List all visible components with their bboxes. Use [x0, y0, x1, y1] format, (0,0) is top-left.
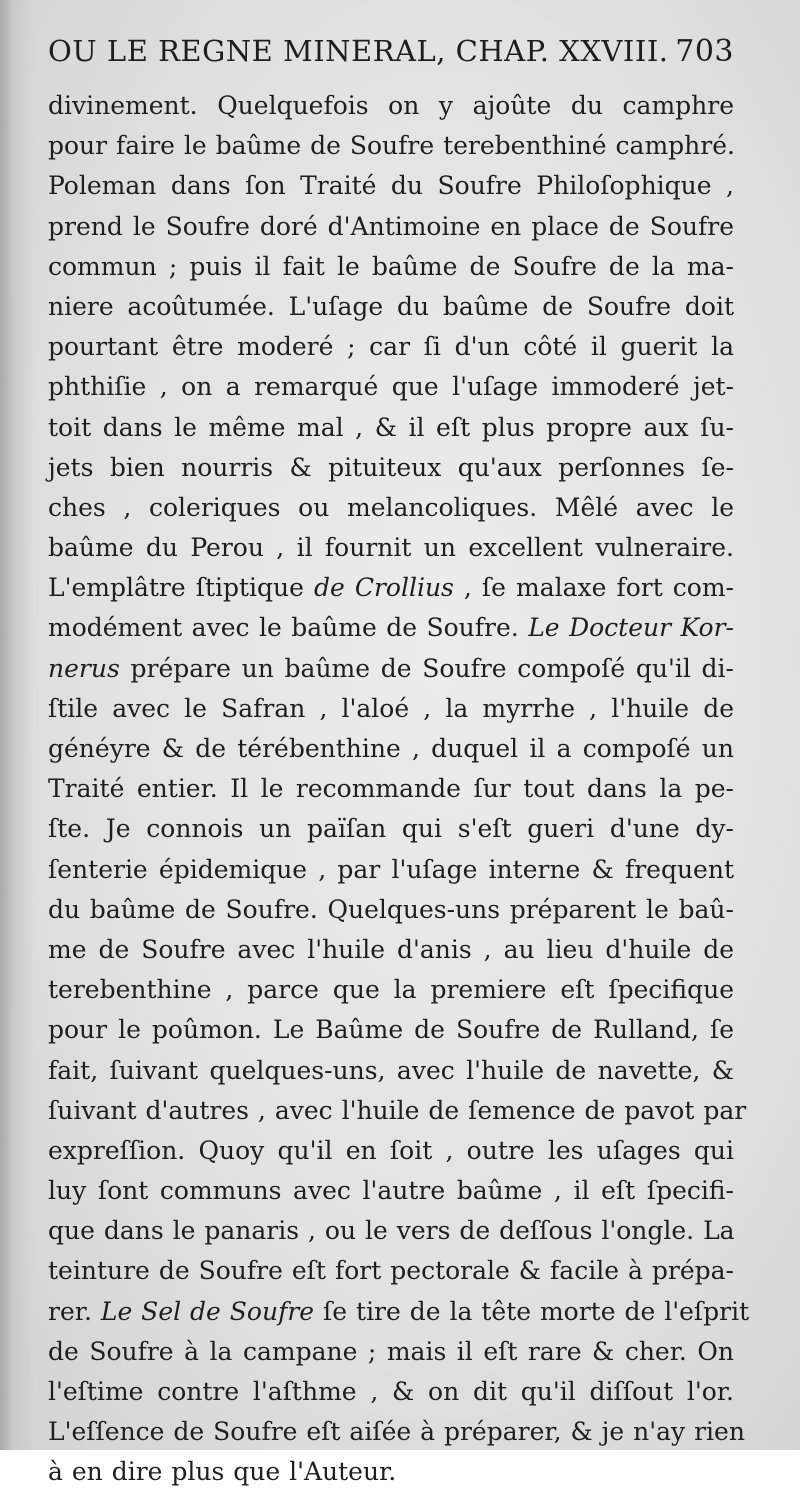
- page-gutter-shadow: [0, 0, 34, 1450]
- text-line-final: à en dire plus que l'Auteur.: [48, 1457, 397, 1487]
- text-line-nerus: [48, 649, 734, 689]
- text-line: que dans le panaris , ou le vers de deſſous l'ongle. La: [48, 1216, 735, 1246]
- text-line: pourtant être moderé ; car ſi d'un côté il guerit la: [48, 332, 734, 362]
- text-line: baûme du Perou , il fournit un excellent vulneraire.: [48, 533, 734, 563]
- text-line: de Soufre à la campane ; mais il eſt rare & cher. On: [48, 1336, 734, 1366]
- text-line: ſtile avec le Safran , l'aloé , la myrrhe , l'huile de: [48, 693, 734, 723]
- running-title: OU LE REGNE MINERAL, CHAP. XXVIII.: [48, 34, 669, 68]
- text-line-docteur: [48, 608, 734, 648]
- text-line: ches , coleriques ou melancoliques. Mêlé avec le: [48, 492, 734, 522]
- text-run: , ſe malaxe fort com-: [453, 573, 734, 603]
- text-line: commun ; puis il fait le baûme de Soufre de la ma-: [48, 251, 734, 281]
- text-run: rer.: [48, 1296, 101, 1326]
- text-line: fait, ſuivant quelques-uns, avec l'huile de navette, &: [48, 1055, 734, 1085]
- text-line: L'eſſence de Soufre eſt aiſée à préparer, & je n'ay rien: [48, 1417, 745, 1447]
- text-run: modément avec le baûme de Soufre.: [48, 613, 529, 643]
- text-line: ſuivant d'autres , avec l'huile de ſemence de pavot par: [48, 1095, 747, 1125]
- text-line: niere acoûtumée. L'uſage du baûme de Soufre doit: [48, 291, 734, 321]
- text-run: prépare un baûme de Soufre compoſé qu'il di-: [119, 653, 734, 683]
- text-line: du baûme de Soufre. Quelques-uns préparent le baû-: [48, 894, 734, 924]
- text-line: me de Soufre avec l'huile d'anis , au lieu d'huile de: [48, 934, 734, 964]
- text-line-sel: [48, 1292, 750, 1332]
- text-line: Traité entier. Il le recommande ſur tout dans la pe-: [48, 774, 734, 804]
- text-run: ſe tire de la tête morte de l'eſprit: [314, 1296, 750, 1326]
- text-line: toit dans le même mal , & il eſt plus propre aux ſu-: [48, 412, 734, 442]
- text-line: Poleman dans ſon Traité du Soufre Philoſophique ,: [48, 171, 734, 201]
- text-line-emplatre: [48, 568, 734, 608]
- text-line: luy ſont communs avec l'autre baûme , il eſt ſpecifi-: [48, 1176, 734, 1206]
- text-line: ſte. Je connois un païſan qui s'eſt gueri d'une dy-: [48, 814, 734, 844]
- italic-author-crollius: de Crollius: [314, 573, 454, 603]
- text-line: ſenterie épidemique , par l'uſage interne & frequent: [48, 854, 734, 884]
- text-line: prend le Soufre doré d'Antimoine en place de Soufre: [48, 211, 734, 241]
- page-number: 703: [675, 34, 734, 69]
- text-line: expreſſion. Quoy qu'il en ſoit , outre les uſages qui: [48, 1135, 734, 1165]
- text-line: l'eſtime contre l'aſthme , & on dit qu'il diſſout l'or.: [48, 1377, 734, 1406]
- page-header: [48, 34, 734, 86]
- text-line: terebenthine , parce que la premiere eſt ſpecifique: [48, 975, 734, 1005]
- italic-author-kornerus-end: nerus: [48, 653, 120, 683]
- italic-sel-de-soufre: Le Sel de Soufre: [100, 1296, 315, 1326]
- italic-author-kornerus: Le Docteur Kor-: [528, 613, 734, 643]
- text-line: généyre & de térébenthine , duquel il a compoſé un: [48, 734, 734, 763]
- text-line: phthiſie , on a remarqué que l'uſage immoderé jet-: [48, 372, 734, 402]
- text-line: teinture de Soufre eſt fort pectorale & facile à prépa-: [48, 1256, 734, 1286]
- text-block: [48, 34, 750, 1493]
- text-line: pour faire le baûme de Soufre terebenthiné camphré.: [48, 131, 735, 161]
- text-line: divinement. Quelquefois on y ajoûte du camphre: [48, 91, 734, 120]
- text-line: pour le poûmon. Le Baûme de Soufre de Rulland, ſe: [48, 1015, 734, 1045]
- text-run: L'emplâtre ſtiptique: [48, 573, 314, 603]
- text-line: jets bien nourris & pituiteux qu'aux perſonnes ſe-: [48, 452, 734, 482]
